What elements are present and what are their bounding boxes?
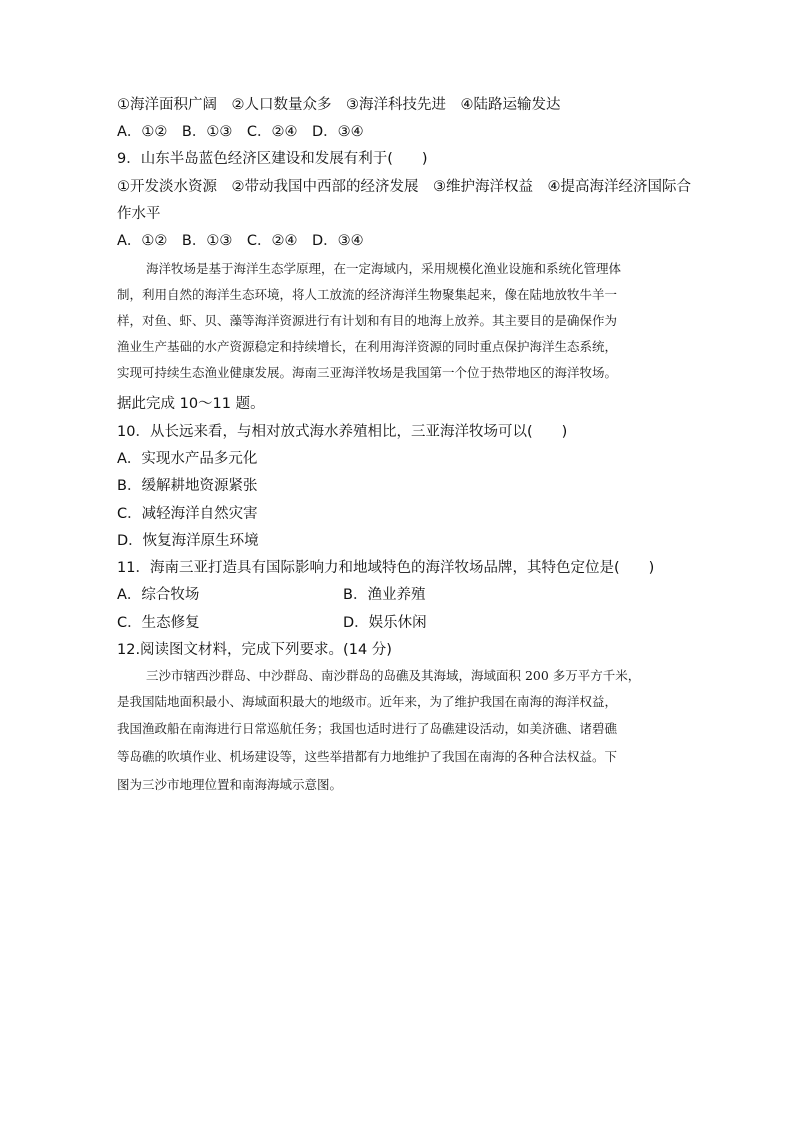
q9-statements-line1: ①开发淡水资源 ②带动我国中西部的经济发展 ③维护海洋权益 ④提高海洋经济国际合 [117,179,691,195]
q12-passage-line: 等岛礁的吹填作业、机场建设等，这些举措都有力地维护了我国在南海的各种合法权益。下 [117,749,618,764]
q10-option-b: B．缓解耕地资源紧张 [117,478,258,494]
passage1-line: 样，对鱼、虾、贝、藻等海洋资源进行有计划和有目的地海上放养。其主要目的是确保作为 [117,313,618,328]
q10-option-d: D．恢复海洋原生环境 [117,533,259,549]
q11-option-a: A．综合牧场 [117,587,200,603]
q11-option-b: B．渔业养殖 [343,587,426,603]
q10-option-a: A．实现水产品多元化 [117,451,258,467]
q11-stem: 11．海南三亚打造具有国际影响力和地域特色的海洋牧场品牌，其特色定位是( ) [117,560,655,576]
q8-statements: ①海洋面积广阔 ②人口数量众多 ③海洋科技先进 ④陆路运输发达 [117,97,561,113]
passage1-line: 海洋牧场是基于海洋生态学原理，在一定海域内，采用规模化渔业设施和系统化管理体 [146,261,622,276]
q12-passage-line: 三沙市辖西沙群岛、中沙群岛、南沙群岛的岛礁及其海域，海域面积 200 多万平方千米， [146,668,641,683]
q10-option-c: C．减轻海洋自然灾害 [117,506,258,522]
passage1-line: 制，利用自然的海洋生态环境，将人工放流的经济海洋生物聚集起来，像在陆地放牧牛羊一 [117,287,618,302]
q12-passage-line: 是我国陆地面积最小、海域面积最大的地级市。近年来，为了维护我国在南海的海洋权益， [117,694,618,709]
q8-options: A．①② B．①③ C．②④ D．③④ [117,124,364,140]
q12-passage-line: 图为三沙市地理位置和南海海域示意图。 [117,777,343,792]
q12-passage-line: 我国渔政船在南海进行日常巡航任务；我国也适时进行了岛礁建设活动，如美济礁、诸碧礁 [117,721,618,736]
passage1-instruction: 据此完成 10～11 题。 [117,396,265,412]
q9-statements-line2: 作水平 [117,206,161,222]
q12-stem: 12.阅读图文材料，完成下列要求。(14 分) [117,642,392,658]
q9-stem: 9．山东半岛蓝色经济区建设和发展有利于( ) [117,151,428,167]
passage1-line: 渔业生产基础的水产资源稳定和持续增长，在利用海洋资源的同时重点保护海洋生态系统， [117,339,618,354]
q11-option-c: C．生态修复 [117,615,200,631]
q10-stem: 10．从长远来看，与相对放式海水养殖相比，三亚海洋牧场可以( ) [117,424,568,440]
q11-option-d: D．娱乐休闲 [343,615,427,631]
passage1-line: 实现可持续生态渔业健康发展。海南三亚海洋牧场是我国第一个位于热带地区的海洋牧场。 [117,365,618,380]
q9-options: A．①② B．①③ C．②④ D．③④ [117,233,364,249]
